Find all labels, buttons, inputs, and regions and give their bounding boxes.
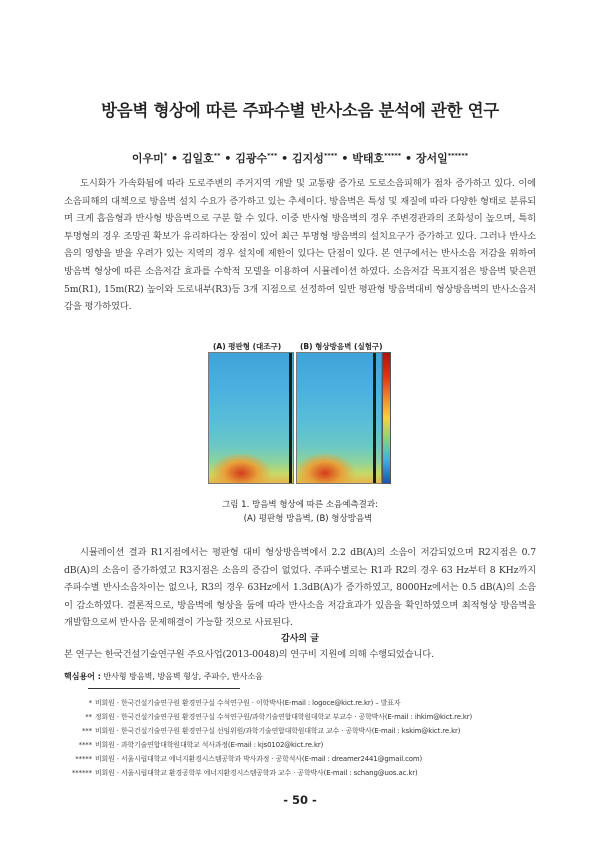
barrier-wall <box>289 353 292 483</box>
noise-source-hotspot <box>296 453 355 484</box>
figure-panel-flat-wall <box>208 352 294 484</box>
acknowledgement-title: 감사의 글 <box>281 634 319 644</box>
paper-title: 방음벽 형상에 따른 주파수별 반사소음 분석에 관한 연구 <box>101 101 499 120</box>
author-mark: ****** <box>447 151 469 160</box>
footnote-text: 비회원 · 서울시립대학교 환경공학부 에너지환경시스템공학과 교수 · 공학박사(E-mail : schang@uos.ac.kr) <box>95 769 418 777</box>
footnote-mark: ** <box>85 713 92 721</box>
footnote-mark: * <box>88 699 92 707</box>
author-name: 이우미 <box>131 152 164 165</box>
author-separator: • <box>220 152 236 165</box>
footnote-mark: *** <box>81 727 92 735</box>
author-separator: • <box>401 152 416 165</box>
footnote-item <box>60 697 560 707</box>
footnote-divider <box>88 688 240 689</box>
noise-source-hotspot <box>211 453 271 484</box>
keywords-label: 핵심용어 : <box>64 672 101 681</box>
author-name: 김지성 <box>292 152 324 165</box>
keywords-text: 반사형 방음벽, 방음벽 형상, 주파수, 반사소음 <box>103 672 263 681</box>
footnote-mark: ***** <box>75 755 92 763</box>
figure-panel-shaped-wall <box>296 352 382 484</box>
keywords <box>64 671 263 682</box>
footnote-item <box>60 753 560 763</box>
results-paragraph: 시뮬레이션 결과 R1지점에서는 평판형 대비 형상방음벽에서 2.2 dB(A)의 소음이 저감되었으며 R2지점은 0.7 dB(A)의 소음이 증가하였고 R3지점은 소음의 증감이 없었다. 주파수별로는 R1과 R2의 경우 63 Hz부터 8 KHz까지 주파수별 반사소음차이는 없으나, R3의 경우 63Hz에서 1.3dB(A)가 증가하였고, 8000Hz에서는 0.5 dB(A)의 소음이 감소하였다. 결론적으로, 방음벽에 형상을 둠에 따라 반사소음 저감효과가 있음을 확인하였으며 최적형상 방음벽을 개발함으로써 반사음 문제해결이 가능할 것으로 사료된다. <box>64 547 536 629</box>
author-mark: **** <box>323 151 338 160</box>
author-separator: • <box>277 152 293 165</box>
figure-label-a: (A) 평판형 (대조구) <box>213 342 282 351</box>
author-separator: • <box>167 152 182 165</box>
footnote-text: 비회원 · 서울시립대학교 에너지환경시스템공학과 박사과정 · 공학석사(E-mail : dreamer2441@gmail.com) <box>95 755 423 763</box>
intro-paragraph: 도시화가 가속화됨에 따라 도로주변의 주거지역 개발 및 교통량 증가로 도로소음피해가 점차 증가하고 있다. 이에 소음피해의 대책으로 방음벽 설치 수요가 증가하고 있는 추세이다. 방음벽은 특성 및 재질에 따라 다양한 형태로 분류되며 크게 흡음형과 반사형 방음벽으로 구분 할 수 있다. 이중 반사형 방음벽의 경우 주변경관과의 조화성이 높으며, 특히 투명형의 경우 조망권 확보가 유리하다는 장점이 있어 최근 투명형 방음벽의 설치요구가 증가하고 있다. 그러나 반사소음의 영향을 받을 우려가 있는 지역의 경우 설치에 제한이 있다는 단점이 있다. 본 연구에서는 반사소음 저감을 위하여 방음벽 형상에 따른 소음저감 효과를 수학적 모델을 이용하여 시뮬레이션 하였다. 소음저감 목표지점은 방음벽 맞은편 5m(R1), 15m(R2) 높이와 도로내부(R3)등 3개 지점으로 선정하여 일반 평판형 방음벽대비 형상방음벽의 반사소음저감을 평가하였다. <box>64 178 536 313</box>
author-mark: * <box>163 151 168 160</box>
author-list <box>0 150 600 166</box>
author-separator: • <box>337 152 353 165</box>
footnote-mark: ****** <box>71 769 92 777</box>
footnote-item <box>60 767 560 777</box>
barrier-wall <box>373 353 376 483</box>
footnote-item <box>60 711 560 721</box>
author-mark: ***** <box>384 151 402 160</box>
figure-label-b: (B) 형상방음벽 (실험구) <box>300 342 383 351</box>
figure-caption-line2: (A) 평판형 방음벽, (B) 형상방음벽 <box>243 514 373 524</box>
figure-caption-line1: 그림 1. 방음벽 형상에 따른 소음예측결과: <box>222 500 378 510</box>
footnote-text: 비회원 · 과학기술연합대학원대학교 석사과정(E-mail : kjs0102@kict.re.kr) <box>95 741 324 749</box>
author-name: 김일호 <box>181 152 214 165</box>
noise-level-colorbar <box>382 352 391 484</box>
page-number: - 50 - <box>283 793 317 807</box>
footnote-item <box>60 725 560 735</box>
footnote-text: 정회원 · 한국건설기술연구원 환경연구실 수석연구원/과학기술연합대학원대학교 부교수 · 공학박사(E-mail : ihkim@kict.re.kr) <box>95 713 473 721</box>
author-mark: *** <box>267 151 278 160</box>
author-mark: ** <box>213 151 221 160</box>
author-name: 박태호 <box>352 152 385 165</box>
acknowledgement-text: 본 연구는 한국건설기술연구원 주요사업(2013-0048)의 연구비 지원에 의해 수행되었습니다. <box>64 649 434 660</box>
footnote-mark: **** <box>78 741 92 749</box>
footnote-text: 비회원 · 한국건설기술연구원 환경연구실 수석연구원 · 이학박사(E-mail : logoce@kict.re.kr) – 발표자 <box>95 699 401 707</box>
footnote-text: 비회원 · 한국건설기술연구원 환경연구실 선임위원/과학기술연합대학원대학교 교수 · 공학박사(E-mail : kskim@kict.re.kr) <box>95 727 461 735</box>
author-name: 장서일 <box>415 152 448 165</box>
author-name: 김광수 <box>235 152 268 165</box>
footnote-item <box>60 739 560 749</box>
